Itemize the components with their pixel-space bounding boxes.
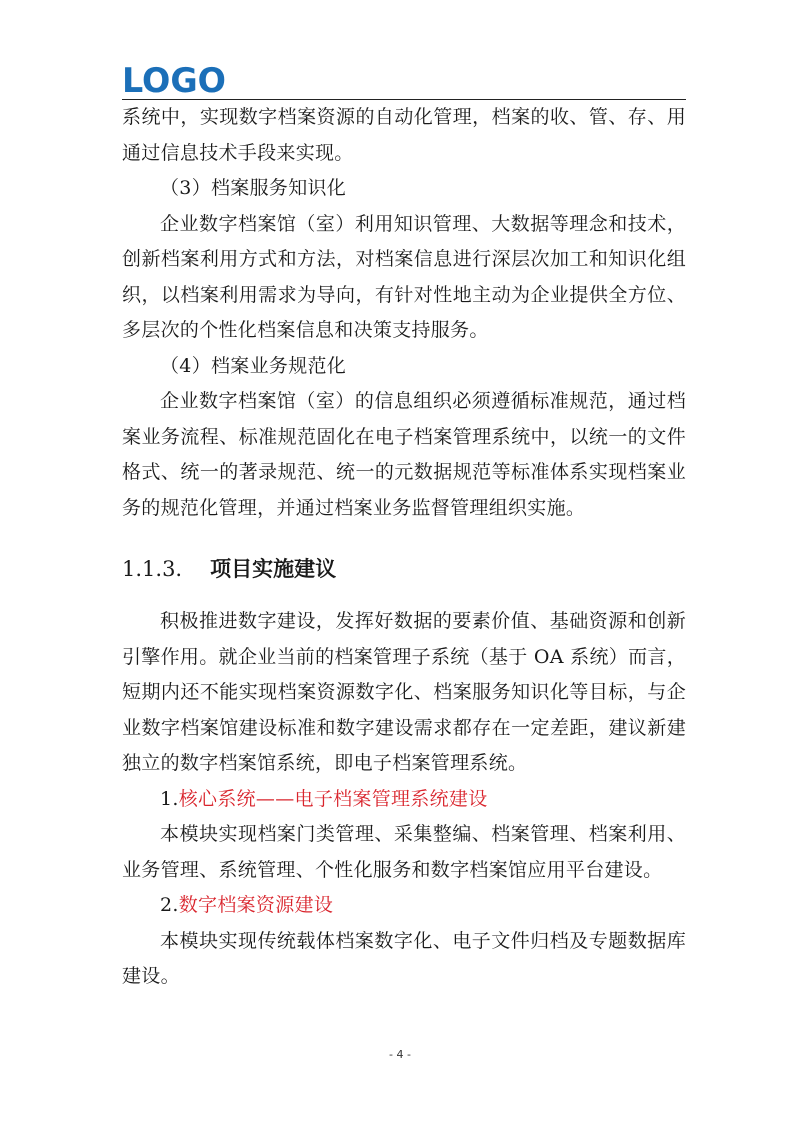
paragraph-module-1: 本模块实现档案门类管理、采集整编、档案管理、档案利用、业务管理、系统管理、个性化服务和数字档案馆应用平台建设。 — [122, 823, 686, 881]
list-item-3: （3）档案服务知识化 — [160, 177, 347, 199]
section-title: 项目实施建议 — [210, 557, 337, 581]
logo-text: LOGO — [122, 62, 226, 98]
paragraph-module-2: 本模块实现传统载体档案数字化、电子文件归档及专题数据库建设。 — [122, 929, 686, 987]
paragraph-standards: 企业数字档案馆（室）的信息组织必须遵循标准规范，通过档案业务流程、标准规范固化在电子档案管理系统中，以统一的文件格式、统一的著录规范、统一的元数据规范等标准体系实现档案业务的规范化管理，并通过档案业务监督管理组织实施。 — [122, 390, 686, 519]
list-item-2-number: 2. — [160, 894, 179, 916]
list-item-2-text: 数字档案资源建设 — [178, 894, 334, 916]
list-item-4: （4）档案业务规范化 — [160, 354, 347, 377]
section-number: 1.1.3. — [122, 557, 183, 581]
list-item-1 — [122, 782, 686, 818]
list-item-1-text: 核心系统——电子档案管理系统建设 — [178, 787, 488, 810]
page-number: - 4 - — [389, 1048, 411, 1061]
paragraph-suggestion: 积极推进数字建设，发挥好数据的要素价值、基础资源和创新引擎作用。就企业当前的档案管理子系统（基于 OA 系统）而言，短期内还不能实现档案资源数字化、档案服务知识化等目标，与企业数字档案馆建设标准和数字建设需求都存在一定差距，建议新建独立的数字档案馆系统，即电子档案管理系统。 — [122, 610, 686, 774]
logo-image — [122, 62, 232, 98]
list-item-1-number: 1. — [160, 787, 179, 810]
section-heading — [122, 552, 686, 586]
document-body — [122, 100, 686, 995]
paragraph-knowledge: 企业数字档案馆（室）利用知识管理、大数据等理念和技术，创新档案利用方式和方法，对档案信息进行深层次加工和知识化组织，以档案利用需求为导向，有针对性地主动为企业提供全方位、多层次的个性化档案信息和决策支持服务。 — [122, 212, 686, 341]
header-logo — [122, 62, 232, 98]
paragraph-continued: 系统中，实现数字档案资源的自动化管理，档案的收、管、存、用通过信息技术手段来实现。 — [122, 106, 686, 164]
list-item-2 — [122, 888, 686, 924]
